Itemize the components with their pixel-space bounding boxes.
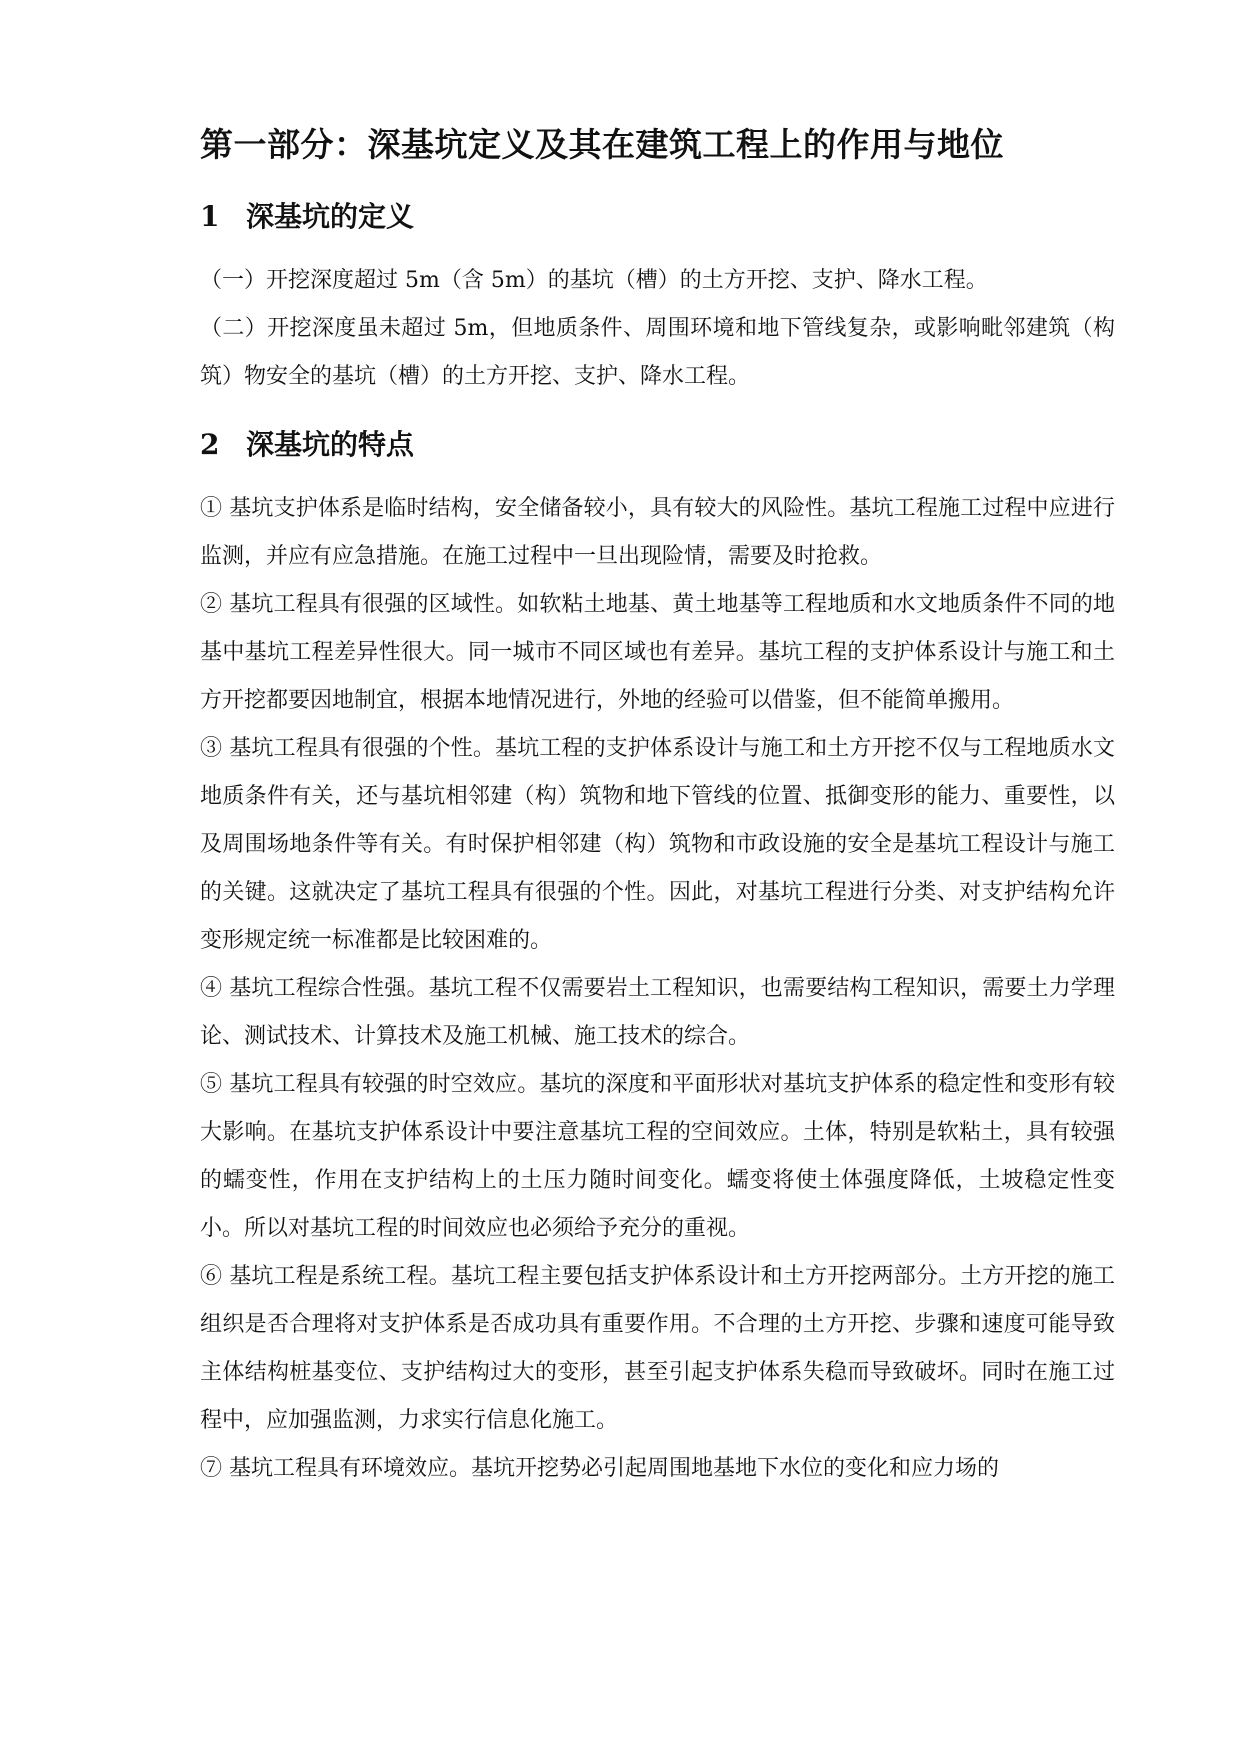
paragraph: （二）开挖深度虽未超过 5m，但地质条件、周围环境和地下管线复杂，或影响毗邻建筑（构筑）物安全的基坑（槽）的土方开挖、支护、降水工程。: [200, 316, 1115, 389]
list-item: ③ 基坑工程具有很强的个性。基坑工程的支护体系设计与施工和土方开挖不仅与工程地质水文地质条件有关，还与基坑相邻建（构）筑物和地下管线的位置、抵御变形的能力、重要性，以及周围场地条件等有关。有时保护相邻建（构）筑物和市政设施的安全是基坑工程设计与施工的关键。这就决定了基坑工程具有很强的个性。因此，对基坑工程进行分类、对支护结构允许变形规定统一标准都是比较困难的。: [200, 736, 1115, 953]
list-item: ⑦ 基坑工程具有环境效应。基坑开挖势必引起周围地基地下水位的变化和应力场的: [200, 1456, 999, 1481]
paragraph: （一）开挖深度超过 5m（含 5m）的基坑（槽）的土方开挖、支护、降水工程。: [200, 268, 988, 293]
list-item: ④ 基坑工程综合性强。基坑工程不仅需要岩土工程知识，也需要结构工程知识，需要土力学理论、测试技术、计算技术及施工机械、施工技术的综合。: [200, 976, 1115, 1049]
section-characteristics: [200, 415, 1115, 1493]
page-title: 第一部分：深基坑定义及其在建筑工程上的作用与地位: [200, 125, 1004, 164]
section-heading: [200, 187, 1115, 247]
section-definition: [200, 187, 1115, 401]
section-number: 1: [200, 200, 220, 233]
list-item: ② 基坑工程具有很强的区域性。如软粘土地基、黄土地基等工程地质和水文地质条件不同的地基中基坑工程差异性很大。同一城市不同区域也有差异。基坑工程的支护体系设计与施工和土方开挖都要因地制宜，根据本地情况进行，外地的经验可以借鉴，但不能简单搬用。: [200, 592, 1115, 713]
list-item: ① 基坑支护体系是临时结构，安全储备较小，具有较大的风险性。基坑工程施工过程中应进行监测，并应有应急措施。在施工过程中一旦出现险情，需要及时抢救。: [200, 496, 1115, 569]
document-page: [200, 115, 1115, 1507]
list-item: ⑤ 基坑工程具有较强的时空效应。基坑的深度和平面形状对基坑支护体系的稳定性和变形有较大影响。在基坑支护体系设计中要注意基坑工程的空间效应。土体，特别是软粘土，具有较强的蠕变性，作用在支护结构上的土压力随时间变化。蠕变将使土体强度降低，土坡稳定性变小。所以对基坑工程的时间效应也必须给予充分的重视。: [200, 1072, 1115, 1241]
section-heading-text: 深基坑的定义: [246, 200, 415, 233]
section-heading: [200, 415, 1115, 475]
section-number: 2: [200, 428, 220, 461]
section-heading-text: 深基坑的特点: [246, 428, 415, 461]
list-item: ⑥ 基坑工程是系统工程。基坑工程主要包括支护体系设计和土方开挖两部分。土方开挖的施工组织是否合理将对支护体系是否成功具有重要作用。不合理的土方开挖、步骤和速度可能导致主体结构桩基变位、支护结构过大的变形，甚至引起支护体系失稳而导致破坏。同时在施工过程中，应加强监测，力求实行信息化施工。: [200, 1264, 1115, 1433]
